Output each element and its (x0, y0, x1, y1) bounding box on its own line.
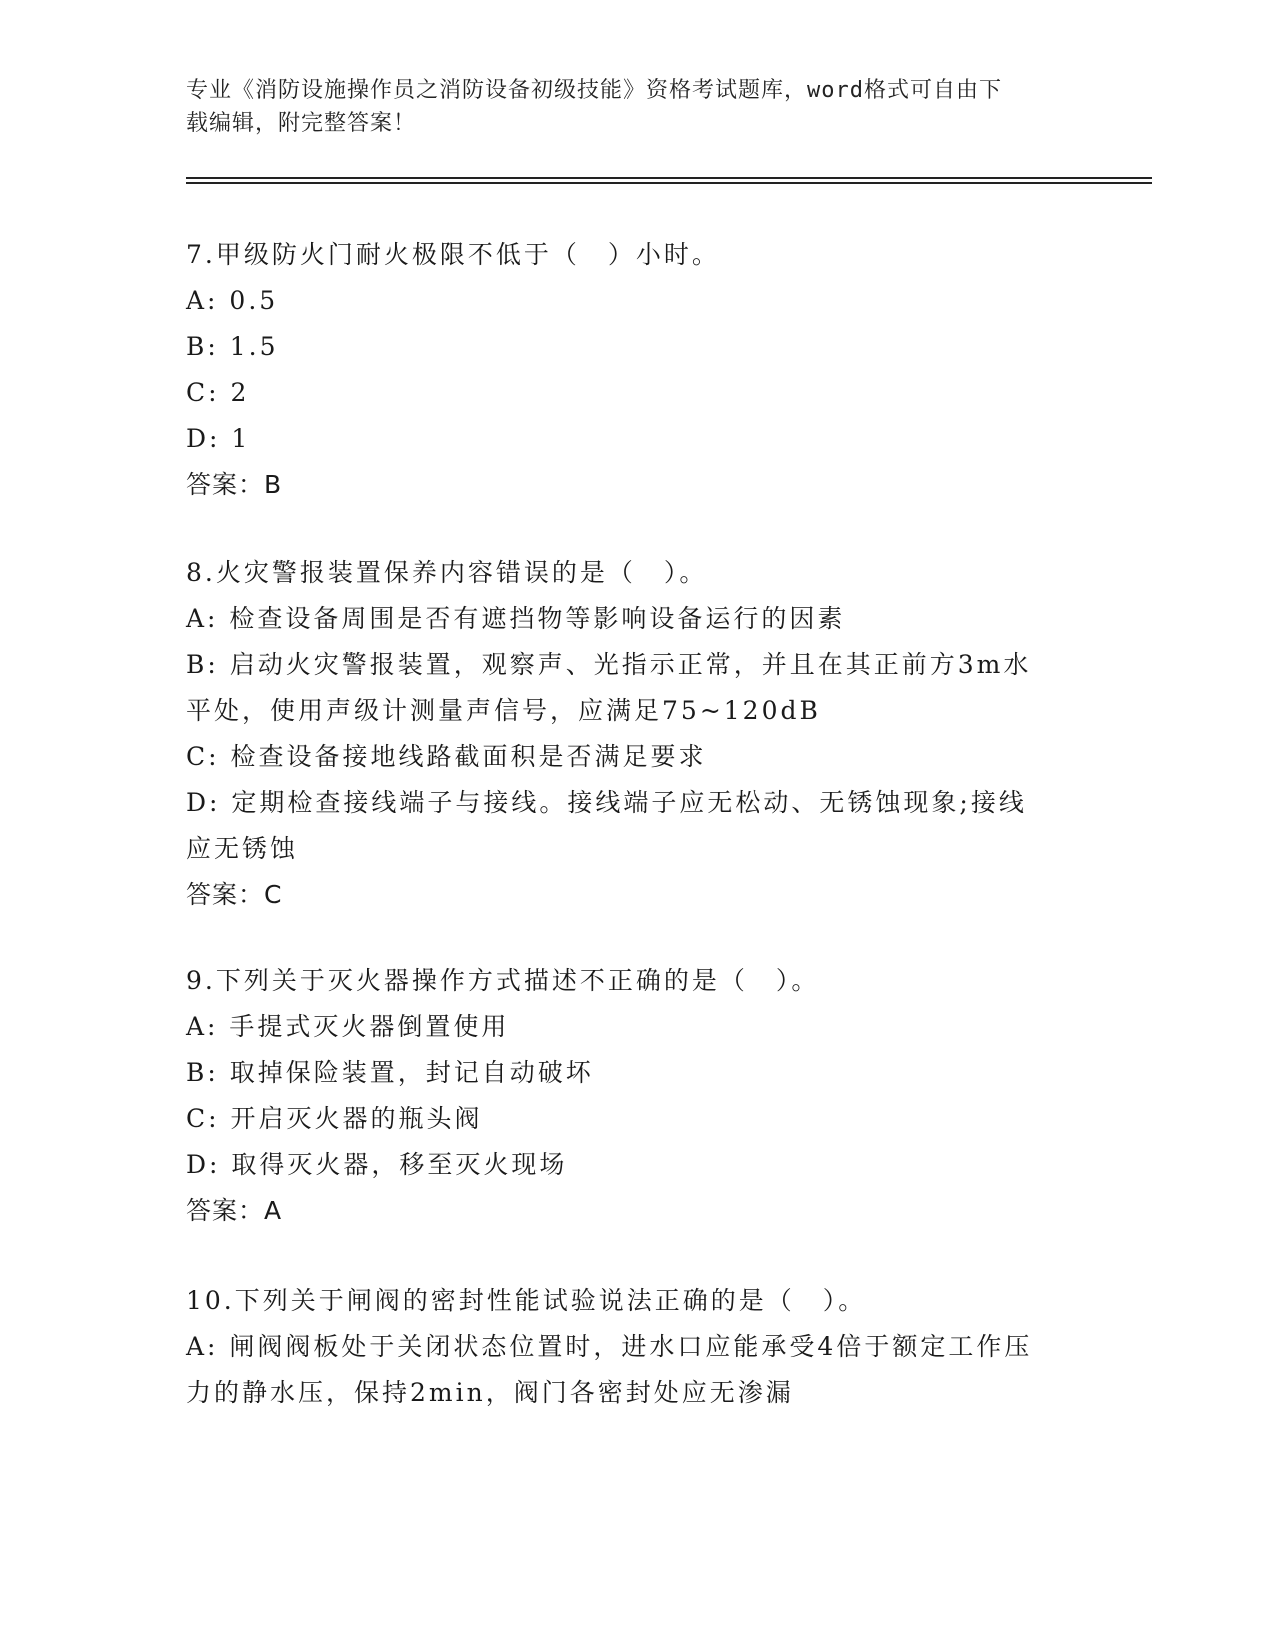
option-a-continued: 力的静水压，保持2min，阀门各密封处应无渗漏 (186, 1378, 794, 1407)
option-d: D: 1 (186, 424, 251, 453)
question-stem: 10.下列关于闸阀的密封性能试验说法正确的是（ ）。 (186, 1286, 867, 1315)
option-a: A: 0.5 (186, 286, 279, 315)
option-b: B: 1.5 (186, 332, 279, 361)
header-divider (186, 177, 1152, 179)
question-stem: 8.火灾警报装置保养内容错误的是（ ）。 (186, 558, 708, 587)
question-8 (186, 550, 1086, 918)
option-b: B: 取掉保险装置，封记自动破坏 (186, 1058, 594, 1087)
header-divider (186, 182, 1152, 184)
option-d-continued: 应无锈蚀 (186, 834, 299, 863)
header-line: 专业《消防设施操作员之消防设备初级技能》资格考试题库，word格式可自由下 (186, 78, 1002, 103)
document-header (186, 74, 1066, 140)
option-b: B: 启动火灾警报装置，观察声、光指示正常，并且在其正前方3m水 (186, 650, 1032, 679)
option-a: A: 检查设备周围是否有遮挡物等影响设备运行的因素 (186, 604, 846, 633)
option-c: C: 检查设备接地线路截面积是否满足要求 (186, 742, 707, 771)
option-a: A: 闸阀阀板处于关闭状态位置时，进水口应能承受4倍于额定工作压 (186, 1332, 1033, 1361)
option-d: D: 取得灭火器，移至灭火现场 (186, 1150, 568, 1179)
header-line: 载编辑，附完整答案！ (186, 111, 417, 136)
option-c: C: 开启灭火器的瓶头阀 (186, 1104, 483, 1133)
option-d: D: 定期检查接线端子与接线。接线端子应无松动、无锈蚀现象;接线 (186, 788, 1027, 817)
question-7 (186, 232, 1086, 508)
question-10 (186, 1278, 1086, 1416)
answer: 答案：A (186, 1196, 283, 1225)
option-a: A: 手提式灭火器倒置使用 (186, 1012, 510, 1041)
question-stem: 7.甲级防火门耐火极限不低于（ ）小时。 (186, 240, 720, 269)
question-9 (186, 958, 1086, 1234)
option-c: C: 2 (186, 378, 250, 407)
answer: 答案：B (186, 470, 283, 499)
option-b-continued: 平处，使用声级计测量声信号，应满足75~120dB (186, 696, 821, 725)
question-stem: 9.下列关于灭火器操作方式描述不正确的是（ ）。 (186, 966, 820, 995)
answer: 答案：C (186, 880, 283, 909)
